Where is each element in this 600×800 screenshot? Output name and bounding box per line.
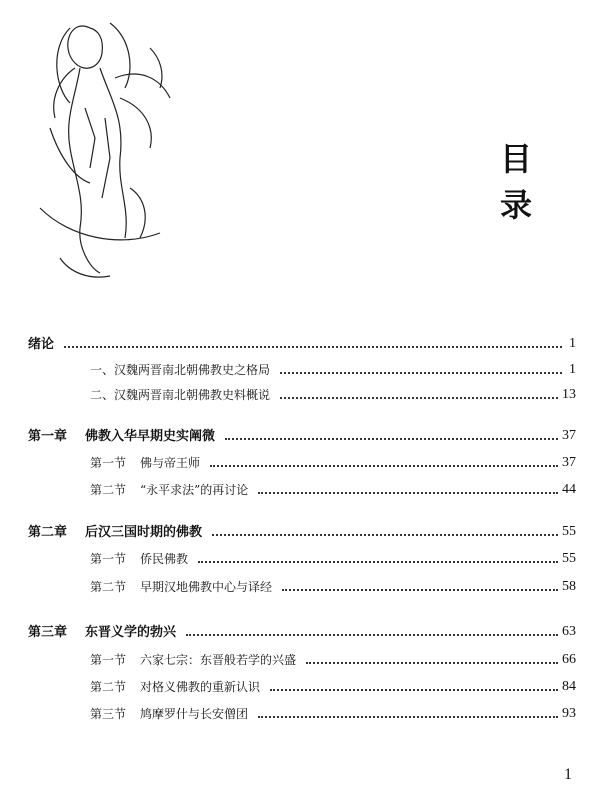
page-number: 55: [562, 551, 576, 566]
toc-chapter[interactable]: [28, 426, 576, 444]
toc-entry[interactable]: [90, 360, 576, 378]
chapter-number: 第三章: [28, 625, 68, 640]
dot-leader: [210, 465, 558, 467]
toc-section[interactable]: [90, 650, 576, 668]
section-number: 第二节: [90, 680, 127, 694]
toc-section[interactable]: [90, 577, 576, 595]
page-number: 37: [562, 455, 576, 470]
section-number: 第一节: [90, 456, 127, 470]
toc-entry-intro[interactable]: [28, 334, 576, 352]
dot-leader: [282, 589, 558, 591]
section-number: 第二节: [90, 580, 127, 594]
entry-label: 二、汉魏两晋南北朝佛教史料概说: [90, 388, 271, 402]
toc-section[interactable]: [90, 480, 576, 498]
page-number: 44: [562, 482, 576, 497]
dot-leader: [198, 561, 558, 563]
dot-leader: [306, 662, 558, 664]
entry-label: 侨民佛教: [140, 552, 189, 566]
section-number: 第三节: [90, 707, 127, 721]
entry-label: 对格义佛教的重新认识: [140, 680, 261, 694]
page-number: 37: [562, 428, 576, 443]
toc-entry[interactable]: [90, 385, 576, 403]
entry-label: 东晋义学的勃兴: [85, 625, 177, 640]
dot-leader: [225, 438, 558, 440]
dot-leader: [258, 492, 558, 494]
dot-leader: [212, 534, 558, 536]
toc-section[interactable]: [90, 549, 576, 567]
entry-label: 后汉三国时期的佛教: [85, 525, 203, 540]
page-number: 84: [562, 679, 576, 694]
page-number: 1: [569, 336, 576, 351]
page-number: 63: [562, 624, 576, 639]
page-number: 58: [562, 579, 576, 594]
section-number: 第一节: [90, 653, 127, 667]
entry-label: 佛与帝王师: [140, 456, 201, 470]
dot-leader: [280, 372, 562, 374]
toc-section[interactable]: [90, 453, 576, 471]
page-title: 目 录: [500, 140, 547, 224]
dot-leader: [280, 397, 558, 399]
toc-section[interactable]: [90, 677, 576, 695]
section-number: 第一节: [90, 552, 127, 566]
page-number: 13: [562, 387, 576, 402]
entry-label: 佛教入华早期史实阐微: [85, 429, 216, 444]
page-number: 66: [562, 652, 576, 667]
folio-page-number: 1: [564, 766, 572, 783]
chapter-number: 第一章: [28, 429, 68, 444]
dot-leader: [270, 689, 558, 691]
toc-section[interactable]: [90, 704, 576, 722]
page-number: 1: [569, 362, 576, 377]
toc-chapter[interactable]: [28, 622, 576, 640]
page-number: 55: [562, 524, 576, 539]
dot-leader: [258, 716, 558, 718]
dot-leader: [186, 634, 558, 636]
dot-leader: [64, 346, 562, 348]
entry-label: 一、汉魏两晋南北朝佛教史之格局: [90, 363, 271, 377]
entry-label: 鸠摩罗什与长安僧团: [140, 707, 249, 721]
buddhist-deity-illustration: [30, 8, 180, 288]
entry-label: “永平求法”的再讨论: [140, 483, 249, 497]
entry-label: 绪论: [28, 337, 55, 352]
section-number: 第二节: [90, 483, 127, 497]
entry-label: 早期汉地佛教中心与译经: [140, 580, 273, 594]
page-number: 93: [562, 706, 576, 721]
chapter-number: 第二章: [28, 525, 68, 540]
toc-chapter[interactable]: [28, 522, 576, 540]
entry-label: 六家七宗：东晋般若学的兴盛: [140, 653, 297, 667]
